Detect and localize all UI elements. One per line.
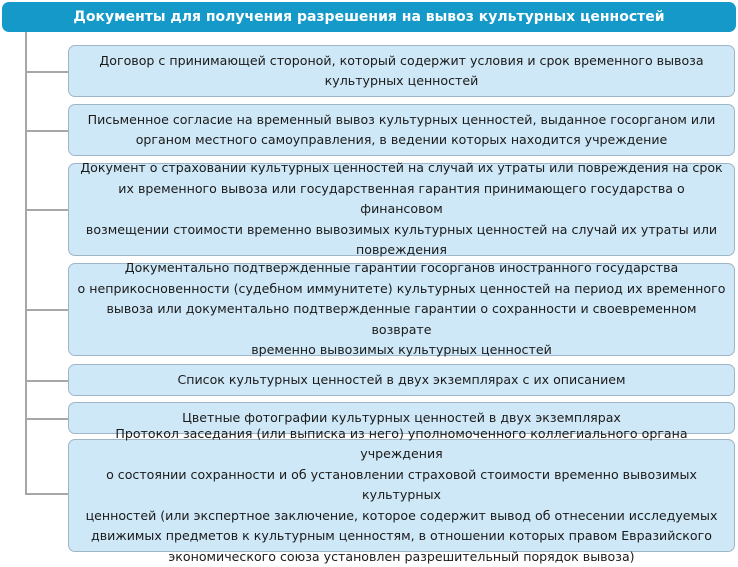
- box-text-line: Документально подтвержденные гарантии госорганов иностранного государства: [124, 260, 679, 276]
- box-text-line: Документ о страховании культурных ценностей на случай их утраты или повреждения на срок: [80, 160, 723, 176]
- box-text-line: о состоянии сохранности и об установлении страховой стоимости временно вывозимых культурных: [106, 466, 697, 503]
- branch-line-5: [25, 380, 68, 382]
- tree-trunk-line: [25, 32, 27, 494]
- branch-line-2: [25, 130, 68, 132]
- branch-line-6: [25, 418, 68, 420]
- box-text-line: Письменное согласие на временный вывоз культурных ценностей, выданное госорганом или: [87, 111, 716, 127]
- diagram-title: Документы для получения разрешения на вывоз культурных ценностей: [2, 2, 736, 32]
- box-text-line: Протокол заседания (или выписка из него) уполномоченного коллегиального органа учреждения: [115, 425, 688, 462]
- document-box-guarantees: [68, 260, 735, 358]
- box-text-line: экономического союза установлен разрешительный порядок вывоза): [168, 548, 635, 564]
- branch-line-4: [25, 309, 68, 311]
- box-text-line: вывоза или документально подтвержденные гарантии о сохранности и своевременном возврате: [106, 301, 697, 337]
- box-text-line: временно вывозимых культурных ценностей: [251, 342, 552, 358]
- branch-line-1: [25, 71, 68, 73]
- box-text-line: Список культурных ценностей в двух экземплярах с их описанием: [177, 371, 626, 387]
- document-box-contract: [68, 45, 735, 97]
- document-box-consent: [68, 104, 735, 156]
- box-text-line: органом местного самоуправления, в ведении которых находится учреждение: [135, 132, 668, 147]
- box-text-line: Договор с принимающей стороной, который содержит условия и срок временного вывоза: [99, 52, 704, 68]
- box-text-line: возмещении стоимости временно вывозимых культурных ценностей на случай их утраты или: [85, 221, 718, 237]
- box-text-line: повреждения: [356, 242, 447, 258]
- document-box-protocol: [68, 425, 735, 564]
- branch-line-3: [25, 209, 68, 211]
- box-text-line: их временного вывоза или государственная гарантия принимающего государства о финансовом: [118, 180, 685, 217]
- box-text-line: движимых предметов к культурным ценностям, в отношении которых правом Евразийского: [91, 528, 712, 544]
- box-text-line: ценностей (или экспертное заключение, которое содержит вывод об отнесении исследуемых: [85, 507, 718, 523]
- document-box-insurance: [68, 160, 735, 258]
- box-text-line: культурных ценностей: [324, 73, 479, 88]
- branch-line-7: [25, 493, 68, 495]
- document-box-list: [68, 364, 735, 396]
- box-text-line: о неприкосновенности (судебном иммунитете) культурных ценностей на период их временного: [77, 280, 726, 296]
- box-text-line: Цветные фотографии культурных ценностей в двух экземплярах: [182, 409, 621, 425]
